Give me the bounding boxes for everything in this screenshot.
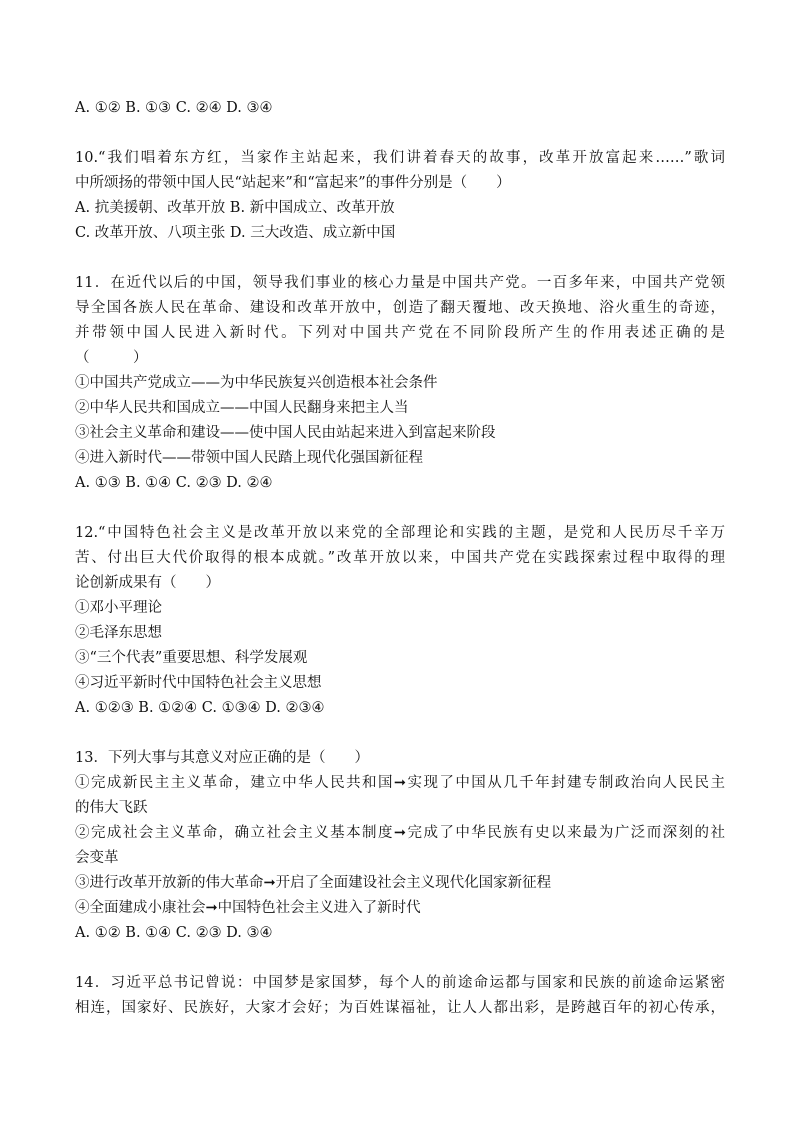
answer-options: C. 改革开放、八项主张 D. 三大改造、成立新中国	[75, 225, 396, 241]
statement-item: ②完成社会主义革命，确立社会主义基本制度➞完成了中华民族有史以来最为广泛而深刻的社	[75, 825, 725, 841]
statement-item: ③进行改革开放新的伟大革命➞开启了全面建设社会主义现代化国家新征程	[75, 875, 552, 891]
answer-options: A. 抗美援朝、改革开放 B. 新中国成立、改革开放	[75, 200, 395, 216]
statement-item: ①邓小平理论	[75, 600, 162, 616]
answer-options: A. ①② B. ①④ C. ②③ D. ③④	[75, 925, 273, 941]
question-stem-line: 苦、付出巨大代价取得的根本成就。”改革开放以来，中国共产党在实践探索过程中取得的理	[75, 550, 725, 566]
question-stem-line: 13．下列大事与其意义对应正确的是（ ）	[75, 750, 369, 766]
statement-item: ②毛泽东思想	[75, 625, 162, 641]
answer-blank: （ ）	[75, 350, 148, 366]
statement-item: ②中华人民共和国成立——中国人民翻身来把主人当	[75, 400, 409, 416]
question-stem-line: 并带领中国人民进入新时代。下列对中国共产党在不同阶段所产生的作用表述正确的是	[75, 325, 725, 341]
question-stem-line: 论创新成果有（ ）	[75, 575, 220, 591]
statement-item: ③社会主义革命和建设——使中国人民由站起来进入到富起来阶段	[75, 425, 496, 441]
statement-item: ③“三个代表”重要思想、科学发展观	[75, 650, 308, 666]
answer-options: A. ①②③ B. ①②④ C. ①③④ D. ②③④	[75, 700, 325, 716]
statement-item-continued: 的伟大飞跃	[75, 800, 148, 816]
question-stem-line: 中所颂扬的带领中国人民“站起来”和“富起来”的事件分别是（ ）	[75, 175, 511, 191]
question-stem-line: 14．习近平总书记曾说：中国梦是家国梦，每个人的前途命运都与国家和民族的前途命运紧密	[75, 975, 725, 991]
statement-item: ④全面建成小康社会➞中国特色社会主义进入了新时代	[75, 900, 421, 916]
statement-item-continued: 会变革	[75, 850, 119, 866]
statement-item: ④进入新时代——带领中国人民踏上现代化强国新征程	[75, 450, 423, 466]
question-stem-line: 10.“我们唱着东方红，当家作主站起来，我们讲着春天的故事，改革开放富起来……”歌词	[75, 150, 725, 166]
question-stem-line: 12.“中国特色社会主义是改革开放以来党的全部理论和实践的主题，是党和人民历尽千辛万	[75, 525, 725, 541]
statement-item: ①完成新民主主义革命，建立中华人民共和国➞实现了中国从几千年封建专制政治向人民民主	[75, 775, 725, 791]
question-stem-line: 导全国各族人民在革命、建设和改革开放中，创造了翻天覆地、改天换地、浴火重生的奇迹，	[75, 300, 725, 316]
question-stem-line: 11．在近代以后的中国，领导我们事业的核心力量是中国共产党。一百多年来，中国共产党领	[75, 275, 725, 291]
question-stem-line: 相连，国家好、民族好，大家才会好；为百姓谋福祉，让人人都出彩，是跨越百年的初心传承，	[75, 1000, 725, 1016]
answer-options: A. ①③ B. ①④ C. ②③ D. ②④	[75, 475, 273, 491]
statement-item: ④习近平新时代中国特色社会主义思想	[75, 675, 322, 691]
previous-question-options: A. ①② B. ①③ C. ②④ D. ③④	[75, 100, 273, 116]
statement-item: ①中国共产党成立——为中华民族复兴创造根本社会条件	[75, 375, 438, 391]
